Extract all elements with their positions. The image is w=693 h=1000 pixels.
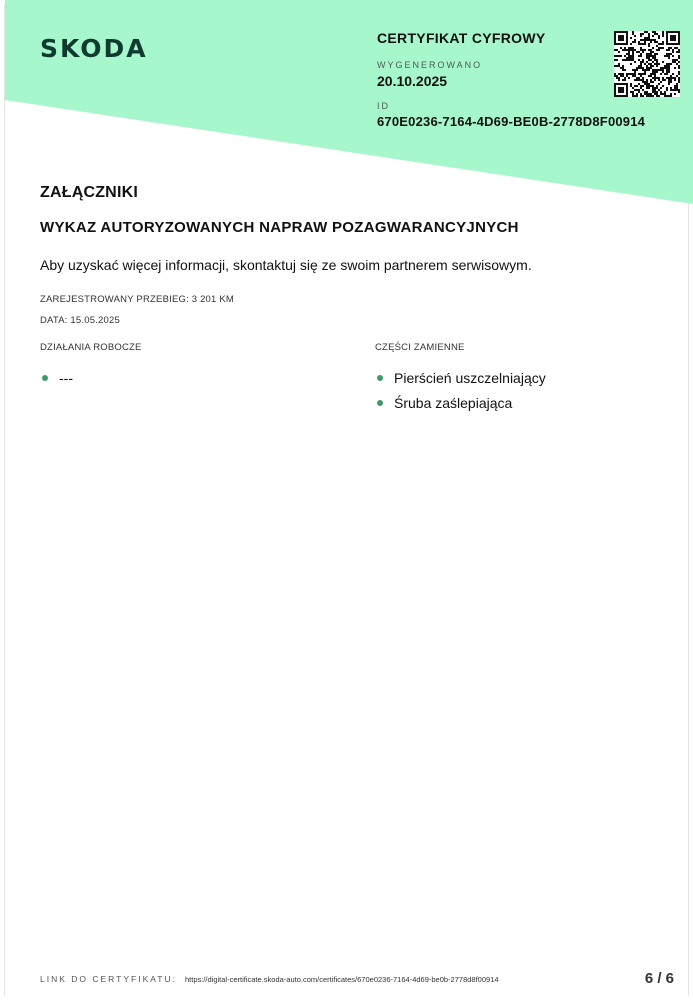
id-label: ID (377, 101, 390, 111)
footer (40, 970, 680, 987)
qr-code-icon[interactable] (614, 31, 680, 97)
bullet-icon (42, 375, 48, 381)
intro-text: Aby uzyskać więcej informacji, skontaktuj się ze swoim partnerem serwisowym. (40, 257, 532, 273)
certificate-title: CERTYFIKAT CYFROWY (377, 30, 546, 46)
bullet-icon (377, 375, 383, 381)
generated-date: 20.10.2025 (377, 73, 448, 89)
certificate-link-label: LINK DO CERTYFIKATU: (40, 974, 177, 984)
generated-label: WYGENEROWANO (377, 60, 483, 70)
certificate-info (377, 30, 645, 129)
parts-heading: CZĘŚCI ZAMIENNE (375, 342, 465, 353)
parts-column (375, 342, 546, 415)
labour-item-label: --- (59, 369, 73, 386)
bullet-icon (377, 400, 383, 406)
list-item (375, 390, 546, 415)
certificate-link[interactable]: https://digital-certificate.skoda-auto.com/certificates/670e0236-7164-4d69-be0b-2778d8f00914 (184, 974, 499, 984)
labour-column (40, 342, 142, 390)
part-item-label: Pierścień uszczelniający (394, 369, 546, 386)
part-item-label: Śruba zaślepiająca (394, 394, 513, 411)
page-number: 6 / 6 (644, 970, 674, 987)
list-item (40, 365, 142, 390)
list-item (375, 365, 546, 390)
parts-list (375, 365, 546, 415)
certificate-id: 670E0236-7164-4D69-BE0B-2778D8F00914 (377, 114, 646, 129)
mileage-info: ZAREJESTROWANY PRZEBIEG: 3 201 KM (40, 294, 235, 305)
section-heading: ZAŁĄCZNIKI (40, 184, 138, 201)
page-title: WYKAZ AUTORYZOWANYCH NAPRAW POZAGWARANCYJNYCH (40, 219, 519, 236)
repair-date: DATA: 15.05.2025 (40, 315, 120, 326)
labour-heading: DZIAŁANIA ROBOCZE (40, 342, 142, 353)
main-content (40, 184, 660, 326)
skoda-logo: SKODA (40, 34, 148, 63)
labour-list (40, 365, 142, 390)
